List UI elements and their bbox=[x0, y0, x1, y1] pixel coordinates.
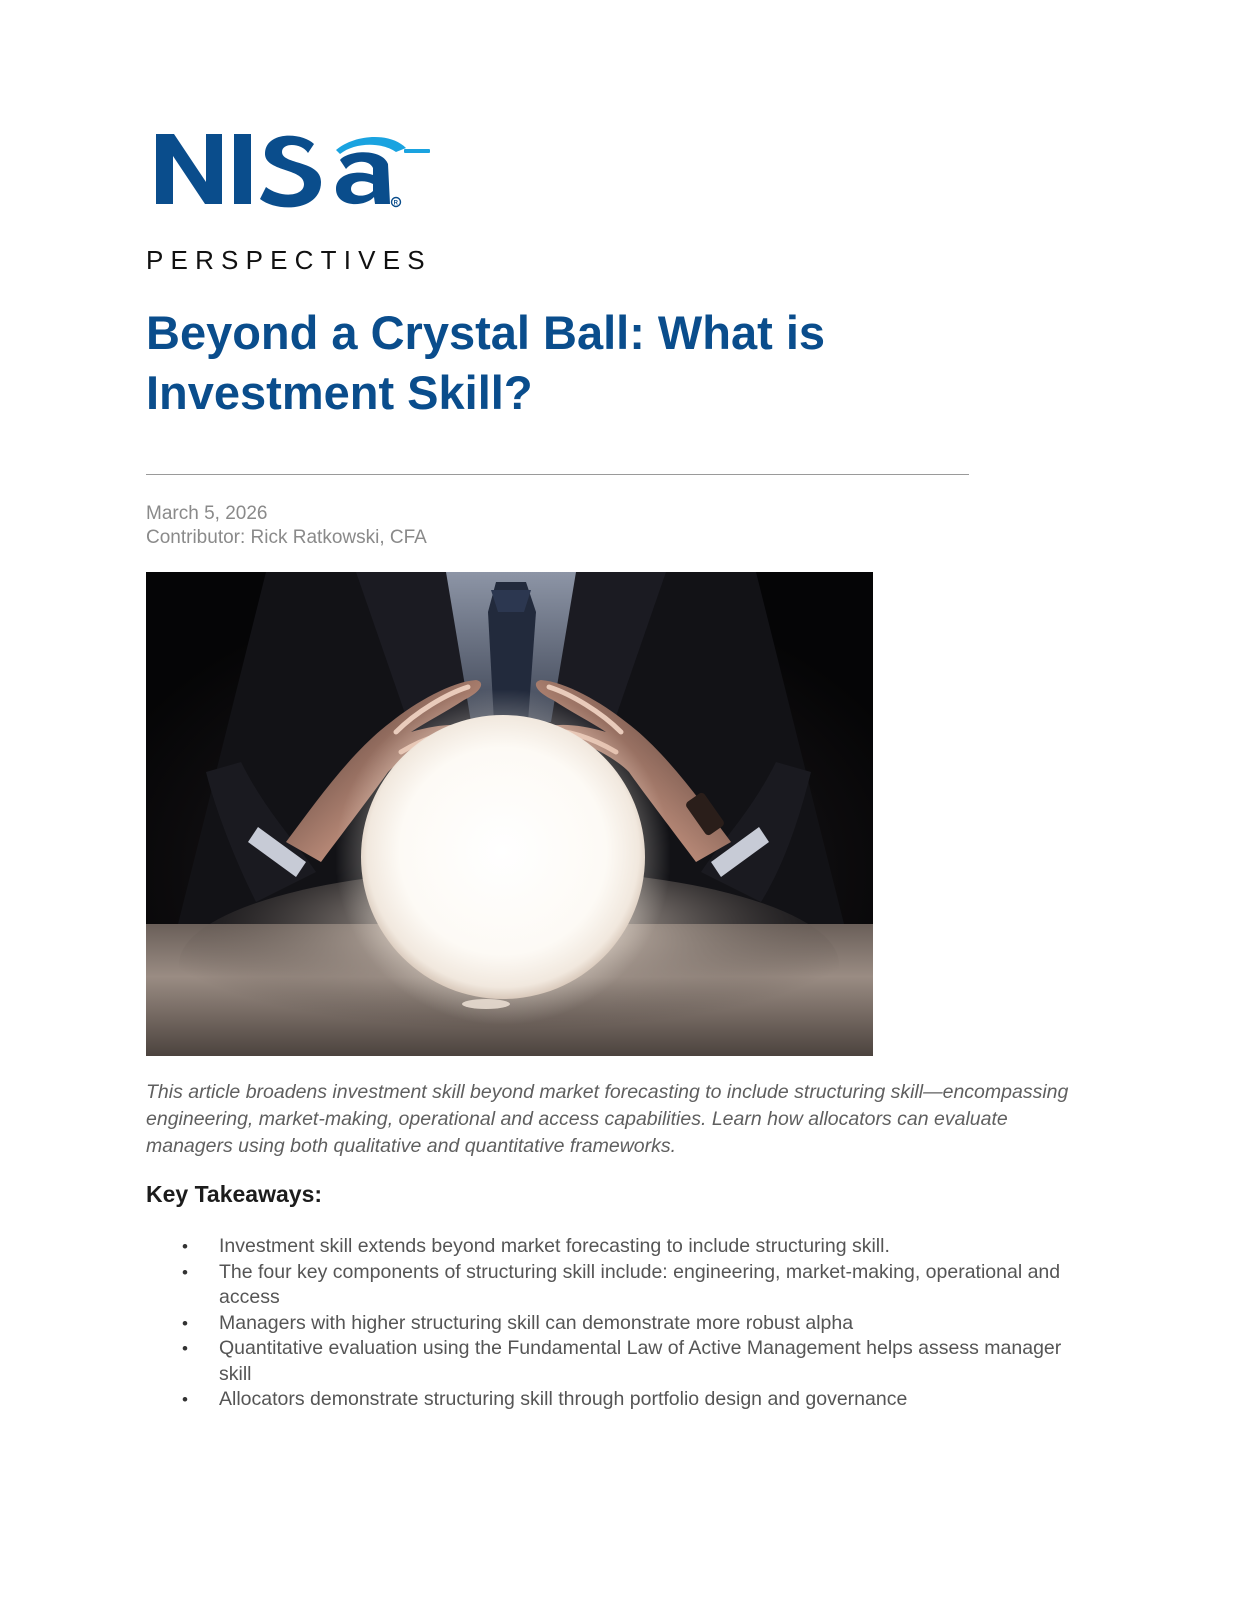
list-item bbox=[146, 1260, 1096, 1311]
takeaway-text: The four key components of structuring skill include: engineering, market-making, operational and access bbox=[219, 1260, 1061, 1308]
takeaway-text: Allocators demonstrate structuring skill through portfolio design and governance bbox=[219, 1388, 908, 1410]
bullet-icon: • bbox=[182, 1390, 188, 1409]
svg-text:R: R bbox=[393, 200, 398, 207]
article-meta bbox=[146, 502, 427, 550]
bullet-icon: • bbox=[182, 1262, 188, 1282]
bullet-icon: • bbox=[182, 1313, 188, 1333]
list-item bbox=[146, 1234, 1096, 1260]
list-item bbox=[146, 1387, 1096, 1413]
list-item bbox=[146, 1311, 1096, 1337]
takeaways-heading: Key Takeaways: bbox=[146, 1181, 323, 1207]
nisa-logo bbox=[150, 122, 440, 218]
takeaway-text: Quantitative evaluation using the Fundamental Law of Active Management helps assess manager skill bbox=[219, 1337, 1062, 1385]
article-summary: This article broadens investment skill beyond market forecasting to include structuring skill—encompassing engineering, market-making, operational and access capabilities. Learn how allocators can evaluate managers using both qualitative and quantitative frameworks. bbox=[146, 1081, 1069, 1157]
bullet-icon: • bbox=[182, 1237, 188, 1256]
publish-date: March 5, 2026 bbox=[146, 503, 268, 524]
title-divider bbox=[146, 474, 969, 475]
hero-image bbox=[146, 572, 873, 1056]
article-title: Beyond a Crystal Ball: What is Investment Skill? bbox=[146, 306, 826, 419]
list-item bbox=[146, 1336, 1096, 1387]
section-label: PERSPECTIVES bbox=[146, 245, 432, 275]
crystal-ball-photo bbox=[146, 572, 873, 1056]
takeaway-text: Investment skill extends beyond market forecasting to include structuring skill. bbox=[219, 1235, 890, 1257]
bullet-icon: • bbox=[182, 1339, 188, 1358]
nisa-logo-mark bbox=[150, 122, 440, 218]
takeaways-list bbox=[146, 1234, 1096, 1413]
contributor: Contributor: Rick Ratkowski, CFA bbox=[146, 527, 427, 548]
takeaway-text: Managers with higher structuring skill can demonstrate more robust alpha bbox=[219, 1311, 854, 1334]
